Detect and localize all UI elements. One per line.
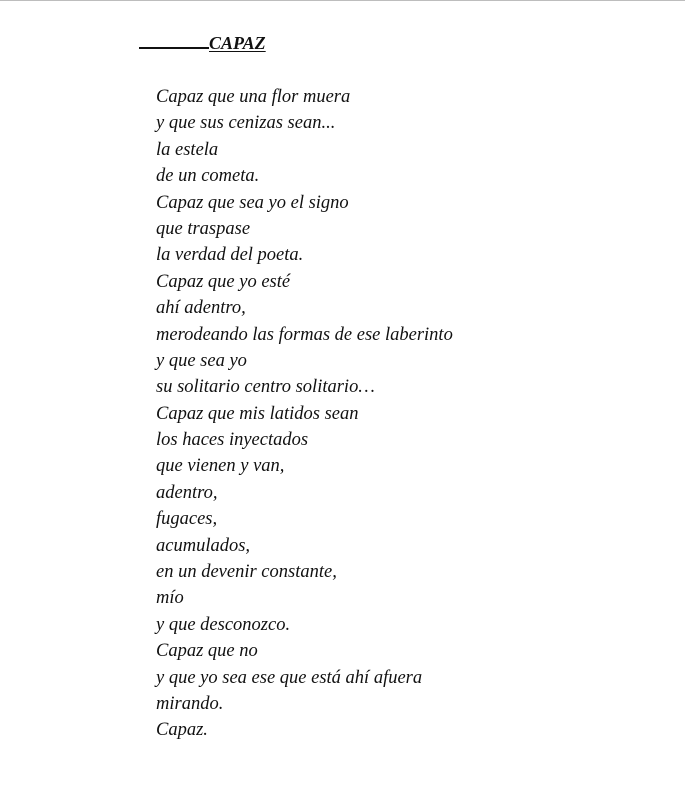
poem-title — [139, 31, 266, 54]
poem-line: y que sea yo — [156, 350, 247, 371]
poem-title-text: CAPAZ — [209, 33, 266, 53]
poem-body — [156, 84, 453, 744]
poem-line: en un devenir constante, — [156, 562, 337, 583]
poem-line: la verdad del poeta. — [156, 245, 304, 266]
poem-line: y que yo sea ese que está ahí afuera — [156, 667, 423, 688]
poem-line: que traspase — [156, 218, 251, 239]
poem-line: que vienen y van, — [156, 456, 285, 477]
poem-line: Capaz que no — [156, 641, 258, 662]
poem-line: y que sus cenizas sean... — [156, 113, 336, 134]
poem-line: ahí adentro, — [156, 298, 246, 319]
poem-line: mirando. — [156, 693, 224, 714]
poem-line: Capaz que sea yo el signo — [156, 192, 349, 213]
poem-line: Capaz que una flor muera — [156, 87, 351, 107]
poem-line: acumulados, — [156, 535, 251, 556]
poem-line: de un cometa. — [156, 166, 260, 187]
poem-line: su solitario centro solitario… — [156, 377, 375, 398]
poem-line: y que desconozco. — [156, 614, 291, 635]
poem-line: merodeando las formas de ese laberinto — [156, 324, 453, 345]
poem-line: los haces inyectados — [156, 430, 309, 451]
poem-line: adentro, — [156, 482, 218, 503]
poem-line: Capaz que yo esté — [156, 271, 291, 292]
poem-line: la estela — [156, 139, 219, 160]
title-blank-line — [139, 31, 209, 49]
poem-line: mío — [156, 588, 184, 609]
poem-line: fugaces, — [156, 509, 218, 530]
poem-line: Capaz. — [156, 720, 208, 741]
poem-line: Capaz que mis latidos sean — [156, 403, 359, 424]
